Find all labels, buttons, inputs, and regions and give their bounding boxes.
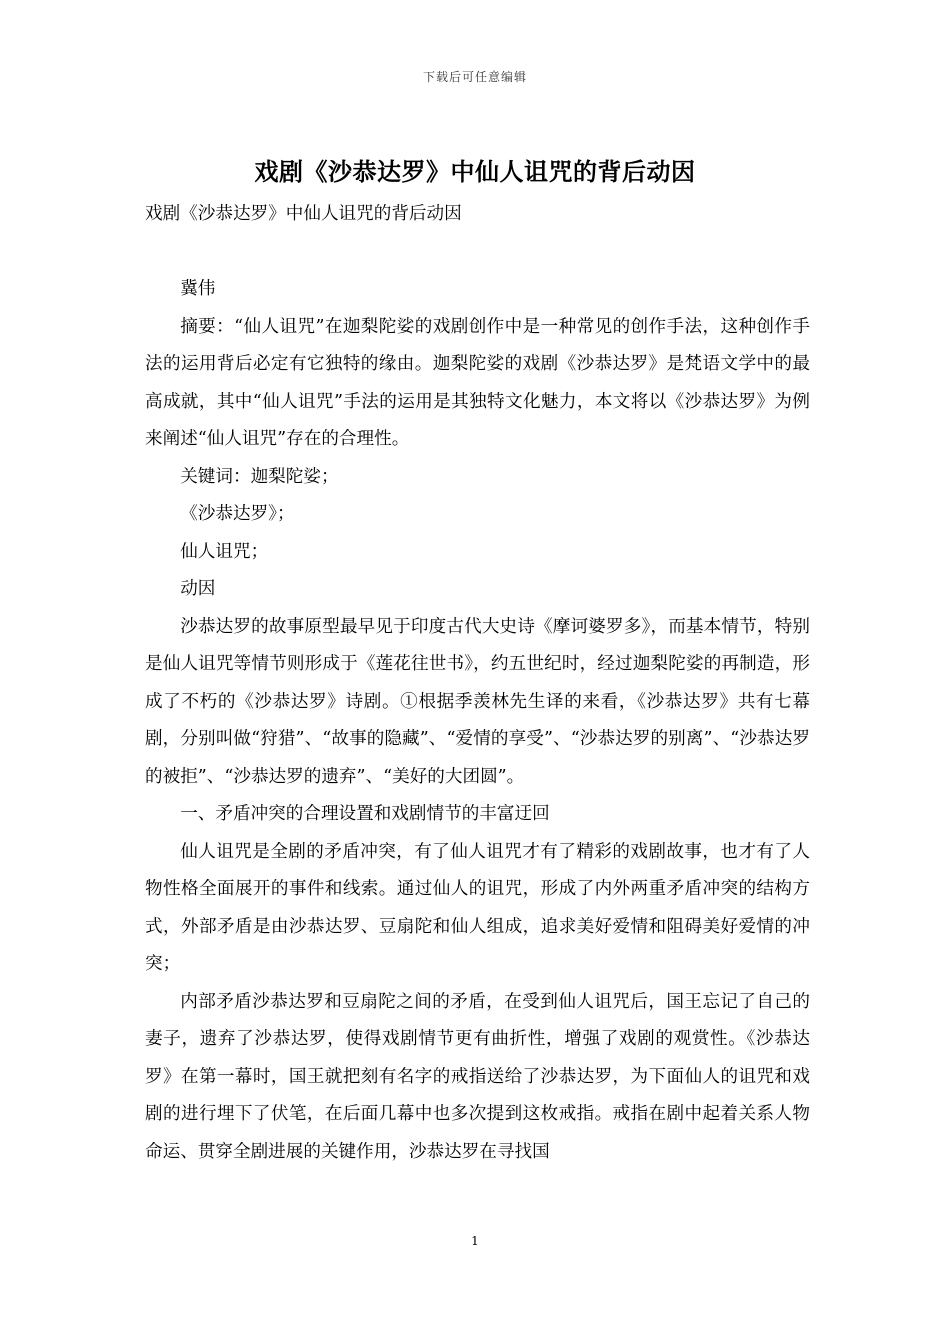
blank-line <box>145 234 810 272</box>
header-note: 下载后可任意编辑 <box>422 70 527 84</box>
document-subtitle: 戏剧《沙恭达罗》中仙人诅咒的背后动因 <box>145 204 462 224</box>
abstract-paragraph: 摘要：“仙人诅咒”在迦梨陀娑的戏剧创作中是一种常见的创作手法，这种创作手法的运用背后必定有它独特的缘由。迦梨陀娑的戏剧《沙恭达罗》是梵语文学中的最高成就，其中“仙人诅咒”手法的运用是其独特文化魅力，本文将以《沙恭达罗》为例来阐述“仙人诅咒”存在的合理性。 <box>145 316 810 449</box>
document-body <box>145 196 810 1171</box>
page-number: 1 <box>471 1234 479 1248</box>
section-heading: 一、矛盾冲突的合理设置和戏剧情节的丰富迂回 <box>180 804 550 824</box>
keywords-line: 关键词：迦梨陀娑； <box>180 466 339 487</box>
body-paragraph: 沙恭达罗的故事原型最早见于印度古代大史诗《摩诃婆罗多》，而基本情节，特别是仙人诅咒等情节则形成于《莲花往世书》，约五世纪时，经过迦梨陀娑的再制造，形成了不朽的《沙恭达罗》诗剧。①根据季羡林先生译的来看，《沙恭达罗》共有七幕剧，分别叫做“狩猎”、“故事的隐藏”、“爱情的享受”、“沙恭达罗的别离”、“沙恭达罗的被拒”、“沙恭达罗的遗弃”、“美好的大团圆”。 <box>145 616 810 787</box>
body-paragraph: 仙人诅咒是全剧的矛盾冲突，有了仙人诅咒才有了精彩的戏剧故事，也才有了人物性格全面展开的事件和线索。通过仙人的诅咒，形成了内外两重矛盾冲突的结构方式，外部矛盾是由沙恭达罗、豆扇陀和仙人组成，追求美好爱情和阻碍美好爱情的冲突； <box>145 841 810 974</box>
keyword-item: 动因 <box>180 579 216 599</box>
keyword-item: 仙人诅咒； <box>180 541 269 562</box>
document-title: 戏剧《沙恭达罗》中仙人诅咒的背后动因 <box>254 157 696 186</box>
body-paragraph: 内部矛盾沙恭达罗和豆扇陀之间的矛盾，在受到仙人诅咒后，国王忘记了自己的妻子，遗弃了沙恭达罗，使得戏剧情节更有曲折性，增强了戏剧的观赏性。《沙恭达罗》在第一幕时，国王就把刻有名字的戒指送给了沙恭达罗，为下面仙人的诅咒和戏剧的进行埋下了伏笔，在后面几幕中也多次提到这枚戒指。戒指在剧中起着关系人物命运、贯穿全剧进展的关键作用，沙恭达罗在寻找国 <box>145 991 810 1162</box>
keyword-item: 《沙恭达罗》； <box>180 504 295 524</box>
author-name: 冀伟 <box>180 279 216 299</box>
